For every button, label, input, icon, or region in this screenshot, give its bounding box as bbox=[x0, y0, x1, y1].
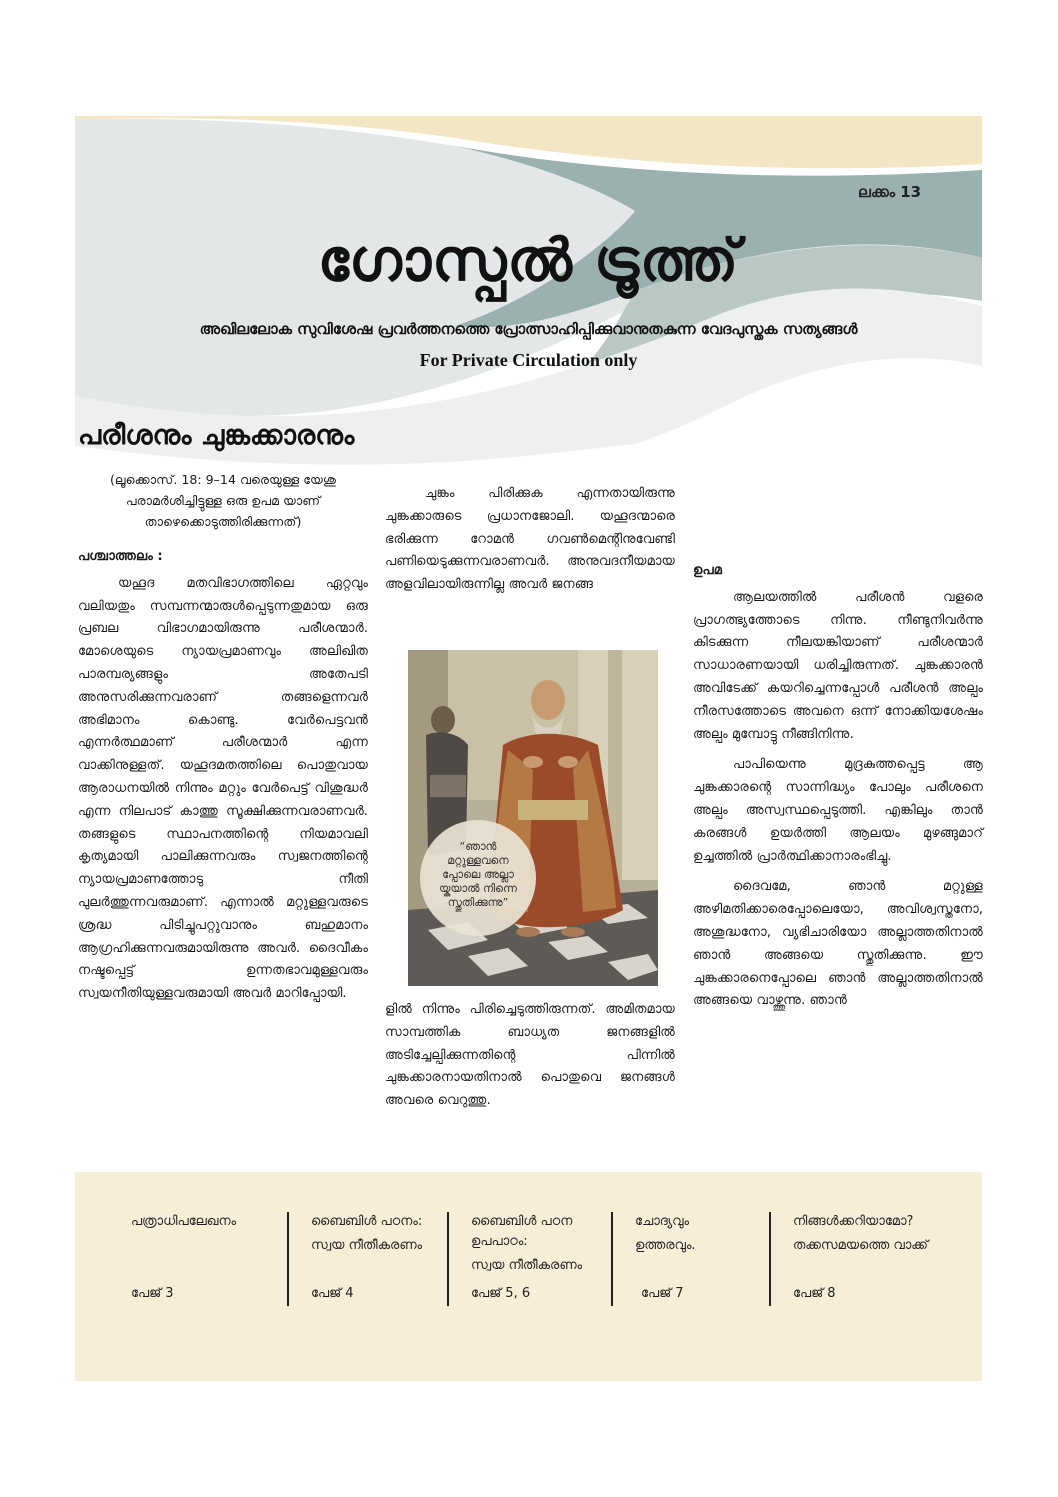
section-heading-parable: ഉപമ bbox=[693, 563, 723, 578]
contents-page: പേജ് 8 bbox=[793, 1286, 836, 1301]
contents-subtitle: സ്വയ നീതീകരണം bbox=[471, 1258, 583, 1273]
contents-subtitle: സ്വയ നീതീകരണം bbox=[311, 1238, 423, 1253]
issue-number: ലക്കം 13 bbox=[858, 183, 922, 201]
article-title: പരീശനും ചുങ്കക്കാരനും bbox=[78, 420, 355, 451]
article-column-2-bottom bbox=[385, 999, 675, 1121]
background-paragraph: യഹൂദ മതവിഭാഗത്തിലെ ഏറ്റവും വലിയതും സമ്പന്നന്മാരുൾപ്പെടുന്നതുമായ ഒരു പ്രബല വിഭാഗമായിരുന്നു പരീശന്മാർ. മോശെയുടെ ന്യായപ്രമാണവും അലിഖിത പാരമ്പര്യങ്ങളും അതേപടി അനുസരിക്കുന്നവരാണ് തങ്ങളെന്നവർ അഭിമാനം കൊണ്ടു. വേർപെട്ടവൻ എന്നർത്ഥമാണ് പരീശന്മാർ എന്ന വാക്കിനുള്ളത്. യഹൂദമതത്തിലെ പൊതുവായ ആരാധനയിൽ നിന്നും മറ്റും വേർപെട്ട് വിശുദ്ധർ എന്ന നിലപാട് കാത്തു സൂക്ഷിക്കുന്നവരാണവർ. തങ്ങളുടെ സ്ഥാപനത്തിന്റെ നിയമാവലി കൃത്യമായി പാലിക്കുന്നവരും സ്വജനത്തിന്റെ ന്യായപ്രമാണത്തോടു നീതി പുലർത്തുന്നവരുമാണ്. എന്നാൽ മറ്റുള്ളവരുടെ ശ്രദ്ധ പിടിച്ചുപറ്റുവാനും ബഹുമാനം ആഗ്രഹിക്കുന്നവരുമായിരുന്നു അവർ. ദൈവീകം നഷ്ടപ്പെട്ട് ഉന്നതഭാവമുള്ളവരും സ്വയനീതിയുള്ളവരുമായി അവർ മാറിപ്പോയി. bbox=[78, 575, 368, 1002]
contents-page: പേജ് 7 bbox=[641, 1286, 684, 1301]
contents-item-editorial bbox=[131, 1212, 281, 1236]
article-column-1 bbox=[78, 469, 368, 1014]
article-column-2-top bbox=[385, 483, 675, 605]
contents-item-bible-study bbox=[311, 1212, 451, 1256]
divider bbox=[287, 1212, 289, 1306]
contents-title: നിങ്ങൾക്കറിയാമോ? bbox=[793, 1214, 914, 1229]
divider bbox=[611, 1212, 613, 1306]
contents-item-qa bbox=[635, 1212, 765, 1256]
article-column-3 bbox=[693, 560, 983, 1021]
contents-page: പേജ് 3 bbox=[131, 1286, 174, 1301]
contents-title: ചോദ്യവും bbox=[635, 1214, 690, 1229]
newsletter-title: ഗോസ്പൽ ട്രൂത്ത് bbox=[317, 226, 740, 294]
contents-subtitle: ഉത്തരവും. bbox=[635, 1238, 696, 1253]
parable-paragraph-3: ദൈവമേ, ഞാൻ മറ്റുള്ള അഴിമതിക്കാരെപ്പോലെയോ, അവിശ്വസ്തനോ, അശുദ്ധനോ, വ്യഭിചാരിയോ അല്ലാത്തതിനാൽ ഞാൻ അങ്ങയെ സ്തുതിക്കുന്നു. ഈ ചുങ്കക്കാരനെപ്പോലെ ഞാൻ അല്ലാത്തതിനാൽ അങ്ങയെ വാഴ്ത്തുന്നു. ഞാൻ bbox=[693, 879, 983, 1009]
divider bbox=[769, 1212, 771, 1306]
parable-paragraph-1: ആലയത്തിൽ പരീശൻ വളരെ പ്രാഗത്ഭ്യത്തോടെ നിന്നു. നീണ്ടുനിവർന്നു കിടക്കുന്ന നീലയങ്കിയാണ് പരീശന്മാർ സാധാരണയായി ധരിച്ചിരുന്നത്. ചുങ്കക്കാരൻ അവിടേക്ക് കയറിച്ചെന്നപ്പോൾ പരീശൻ അല്പം നീരസത്തോടെ അവനെ ഒന്ന് നോക്കിയശേഷം അല്പം മുമ്പോട്ടു നീങ്ങിനിന്നു. bbox=[693, 589, 983, 742]
newsletter-subtitle: അഖിലലോക സുവിശേഷ പ്രവർത്തനത്തെ പ്രോത്സാഹിപ്പിക്കുവാനുതകുന്ന വേദപുസ്തക സത്യങ്ങൾ bbox=[199, 320, 858, 338]
image-quote: “ഞാൻ മറ്റുള്ളവനെ പ്പോലെ അല്ലാ യ്കയാൽ നിന്നെ സ്തുതിക്കുന്നു” bbox=[439, 840, 517, 909]
section-heading-background: പശ്ചാത്തലം : bbox=[78, 549, 163, 564]
private-circulation-note: For Private Circulation only bbox=[419, 350, 638, 370]
contents-item-did-you-know bbox=[793, 1212, 968, 1256]
parable-paragraph-2: പാപിയെന്നു മുദ്രകുത്തപ്പെട്ട ആ ചുങ്കക്കാരന്റെ സാന്നിദ്ധ്യം പോലും പരീശനെ അല്പം അസ്വസ്ഥപ്പെടുത്തി. എങ്കിലും താൻ കരങ്ങൾ ഉയർത്തി ആലയം മുഴങ്ങുമാറ് ഉച്ചത്തിൽ പ്രാർത്ഥിക്കാനാരംഭിച്ചു. bbox=[693, 757, 983, 864]
article-intro: (ലൂക്കൊസ്. 18: 9–14 വരെയുള്ള യേശു പരാമർശിച്ചിട്ടുള്ള ഒരു ഉപമ യാണ് താഴെക്കൊടുത്തിരിക്കുന്നത്) bbox=[109, 472, 337, 529]
pharisee-illustration bbox=[408, 650, 658, 986]
contents-title: ബൈബിൾ പഠനം: bbox=[311, 1214, 423, 1229]
contents-panel bbox=[75, 1172, 982, 1381]
tax-collector-paragraph-continued: ളിൽ നിന്നും പിരിച്ചെടുത്തിരുന്നത്. അമിതമായ സാമ്പത്തിക ബാധ്യത ജനങ്ങളിൽ അടിച്ചേല്പിക്കുന്നതിന്റെ പിന്നിൽ ചുങ്കക്കാരനായതിനാൽ പൊതുവെ ജനങ്ങൾ അവരെ വെറുത്തു. bbox=[385, 1002, 675, 1109]
contents-title: ബൈബിൾ പഠന ഉപപാഠം: bbox=[471, 1214, 573, 1249]
contents-page: പേജ് 5, 6 bbox=[471, 1286, 531, 1301]
contents-title: പത്രാധിപലേഖനം bbox=[131, 1214, 237, 1229]
divider bbox=[447, 1212, 449, 1306]
contents-item-bible-sublesson bbox=[471, 1212, 611, 1276]
tax-collector-paragraph: ചുങ്കം പിരിക്കുക എന്നതായിരുന്നു ചുങ്കക്കാരുടെ പ്രധാനജോലി. യഹൂദന്മാരെ ഭരിക്കുന്ന റോമൻ ഗവൺമെന്റിനുവേണ്ടി പണിയെടുക്കുന്നവരാണവർ. അനുവദനീയമായ അളവിലായിരുന്നില്ല അവർ ജനങ്ങ bbox=[385, 486, 675, 593]
contents-page: പേജ് 4 bbox=[311, 1286, 354, 1301]
contents-subtitle: തക്കസമയത്തെ വാക്ക് bbox=[793, 1238, 929, 1253]
